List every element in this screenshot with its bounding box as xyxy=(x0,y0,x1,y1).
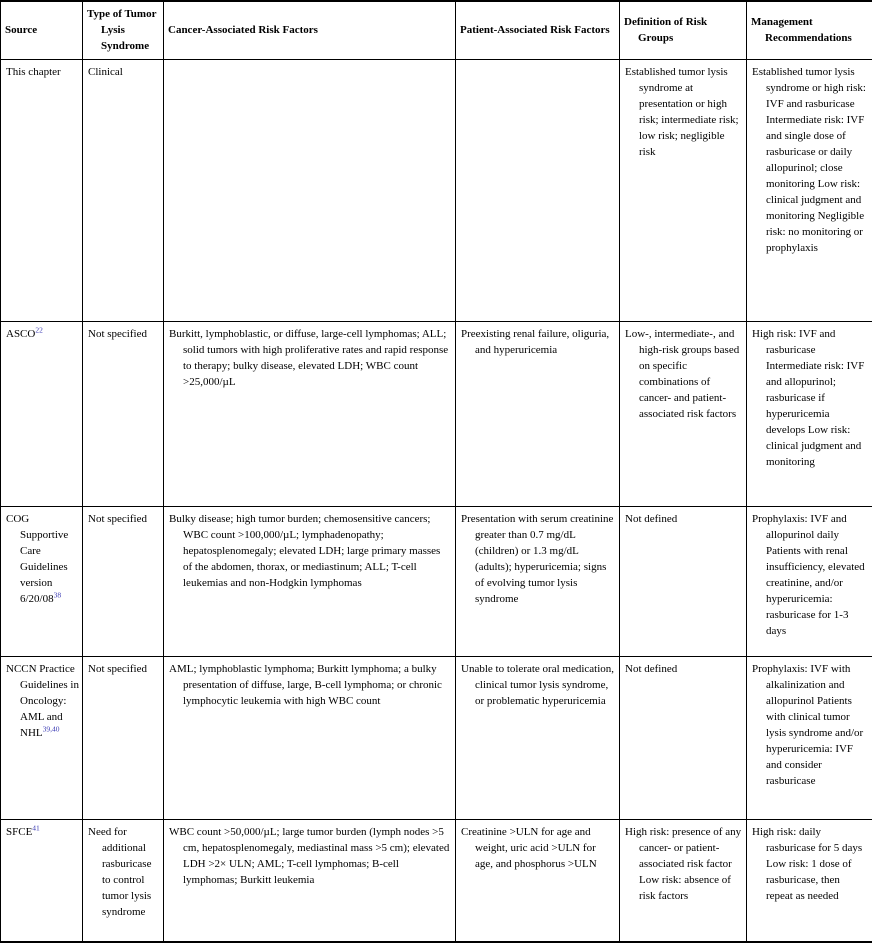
cell-type xyxy=(83,59,164,321)
cell-definition xyxy=(620,321,747,506)
col-header-risk-groups xyxy=(620,1,747,59)
table-row xyxy=(1,59,872,321)
citation-link[interactable]: 41 xyxy=(32,822,40,832)
cell-text: Prophylaxis: IVF with alkalinization and allopurinol Patients with clinical tumor lysis syndrome and/or hyperuricemia: IVF and consider rasburicase xyxy=(752,662,864,787)
col-header-management xyxy=(747,1,872,59)
cell-text: Not specified xyxy=(88,327,147,340)
cell-text: Unable to tolerate oral medication, clinical tumor lysis syndrome, or problematic hyperuricemia xyxy=(461,662,615,707)
col-header-label: Cancer-Associated Risk Factors xyxy=(168,24,318,37)
cell-text: Preexisting renal failure, oliguria, and hyperuricemia xyxy=(461,327,610,356)
cell-management xyxy=(747,819,872,942)
cell-type xyxy=(83,819,164,942)
cell-patient xyxy=(456,59,620,321)
table-row xyxy=(1,819,872,942)
header-row xyxy=(1,1,872,59)
cell-text: Not defined xyxy=(625,512,678,525)
col-header-label: Source xyxy=(5,24,38,37)
cell-text: Creatinine >ULN for age and weight, uric acid >ULN for age, and phosphorus >ULN xyxy=(461,825,597,870)
cell-patient xyxy=(456,506,620,656)
cell-management xyxy=(747,656,872,819)
cell-source xyxy=(1,321,83,506)
cell-text: High risk: presence of any cancer- or patient-associated risk factor Low risk: absence of risk factors xyxy=(625,825,742,902)
cell-text xyxy=(6,824,79,840)
col-header-cancer-risk xyxy=(164,1,456,59)
cell-management xyxy=(747,321,872,506)
cell-type xyxy=(83,656,164,819)
cell-management xyxy=(747,59,872,321)
cell-text xyxy=(6,661,79,741)
cell-management xyxy=(747,506,872,656)
cell-source xyxy=(1,819,83,942)
col-header-label: Type of Tumor Lysis Syndrome xyxy=(87,8,157,53)
cell-text: Not specified xyxy=(88,512,147,525)
col-header-type xyxy=(83,1,164,59)
table-body xyxy=(1,59,872,942)
cell-text: Not specified xyxy=(88,662,147,675)
col-header-label: Definition of Risk Groups xyxy=(624,16,708,45)
cell-text: High risk: IVF and rasburicase Intermediate risk: IVF and allopurinol; rasburicase if hyperuricemia develops Low risk: clinical judgment and monitoring xyxy=(752,327,865,468)
cell-definition xyxy=(620,656,747,819)
table-row xyxy=(1,321,872,506)
table-row xyxy=(1,656,872,819)
cell-text: Need for additional rasburicase to control tumor lysis syndrome xyxy=(88,825,152,918)
cell-text: Bulky disease; high tumor burden; chemosensitive cancers; WBC count >100,000/µL; lymphadenopathy; hepatosplenomegaly; elevated LDH; large primary masses of the abdomen, thorax, or mediastinum; ALL; T-cell leukemias and non-Hodgkin lymphomas xyxy=(169,512,441,589)
cell-definition xyxy=(620,59,747,321)
cell-patient xyxy=(456,819,620,942)
cell-patient xyxy=(456,321,620,506)
col-header-label: Management Recommendations xyxy=(751,16,852,45)
source-label: ASCO xyxy=(6,327,36,340)
cell-text: Established tumor lysis syndrome or high risk: IVF and rasburicase Intermediate risk: IVF and single dose of rasburicase or daily allopurinol; close monitoring Low risk: clinical judgment and monitoring Negligible risk: no monitoring or prophylaxis xyxy=(752,65,866,254)
cell-cancer xyxy=(164,506,456,656)
citation-link[interactable]: 38 xyxy=(53,589,62,599)
cell-cancer xyxy=(164,321,456,506)
citation-link[interactable]: 39,40 xyxy=(42,723,60,733)
cell-cancer xyxy=(164,819,456,942)
cell-text: WBC count >50,000/µL; large tumor burden (lymph nodes >5 cm, hepatosplenomegaly, mediastinal mass >5 cm); elevated LDH >2× ULN; AML; T-cell lymphomas; B-cell lymphomas; Burkitt leukemia xyxy=(169,825,450,886)
cell-patient xyxy=(456,656,620,819)
cell-text: High risk: daily rasburicase for 5 days Low risk: 1 dose of rasburicase, then repeat as needed xyxy=(752,825,863,902)
source-label: NCCN Practice Guidelines in Oncology: AML and NHL xyxy=(6,662,79,739)
cell-source xyxy=(1,506,83,656)
table-row xyxy=(1,506,872,656)
source-label: This chapter xyxy=(6,65,61,78)
cell-type xyxy=(83,321,164,506)
cell-text: Presentation with serum creatinine greater than 0.7 mg/dL (children) or 1.3 mg/dL (adults); hyperuricemia; signs of evolving tumor lysis syndrome xyxy=(461,512,614,605)
cell-text: Clinical xyxy=(88,65,123,78)
source-label: COG Supportive Care Guidelines version 6/20/08 xyxy=(6,512,69,605)
cell-text: Prophylaxis: IVF and allopurinol daily Patients with renal insufficiency, elevated creatinine, and/or hyperuricemia: rasburicase for 1-3 days xyxy=(752,512,865,637)
cell-text xyxy=(6,326,79,342)
col-header-patient-risk xyxy=(456,1,620,59)
cell-text: Established tumor lysis syndrome at presentation or high risk; intermediate risk; low risk; negligible risk xyxy=(625,65,739,158)
cell-cancer xyxy=(164,656,456,819)
cell-source xyxy=(1,59,83,321)
cell-cancer xyxy=(164,59,456,321)
cell-text: Not defined xyxy=(625,662,678,675)
cell-definition xyxy=(620,819,747,942)
cell-text: Burkitt, lymphoblastic, or diffuse, large-cell lymphomas; ALL; solid tumors with high proliferative rates and rapid response to therapy; bulky disease, elevated LDH; WBC count >25,000/µL xyxy=(169,327,449,388)
cell-text xyxy=(6,64,79,80)
citation-link[interactable]: 22 xyxy=(35,324,43,334)
source-label: SFCE xyxy=(6,825,33,838)
col-header-label: Patient-Associated Risk Factors xyxy=(460,24,610,37)
cell-type xyxy=(83,506,164,656)
cell-text: AML; lymphoblastic lymphoma; Burkitt lymphoma; a bulky presentation of diffuse, large, B-cell lymphoma; or chronic lymphocytic leukemia with high WBC count xyxy=(169,662,442,707)
cell-source xyxy=(1,656,83,819)
cell-definition xyxy=(620,506,747,656)
cell-text xyxy=(6,511,79,607)
cell-text: Low-, intermediate-, and high-risk groups based on specific combinations of cancer- and patient-associated risk factors xyxy=(625,327,740,420)
col-header-source xyxy=(1,1,83,59)
